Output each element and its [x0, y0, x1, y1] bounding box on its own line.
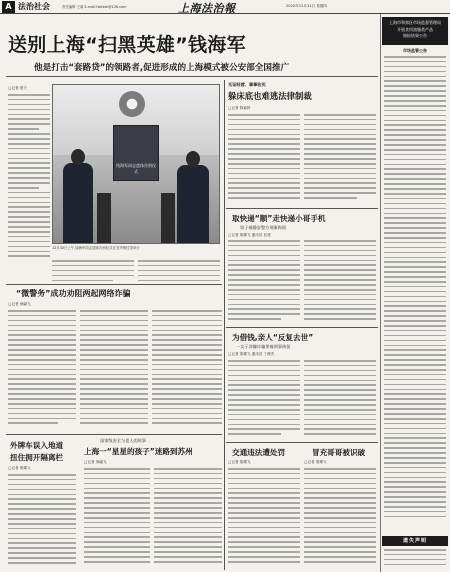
article-kicker: 无证经营、事事收买	[228, 82, 266, 87]
section-name: 法治社会	[18, 2, 50, 11]
article-byline: □记者 胡蝶飞	[8, 466, 31, 470]
article-byline: □记者 胡蝶飞	[228, 460, 251, 464]
article-shenshan-col2	[154, 468, 222, 570]
article-outsider-headline-1: 外牌车误入地道	[10, 441, 64, 450]
sidebar-heading: 市场监管公告	[403, 48, 427, 53]
article-borrow-col2	[304, 360, 376, 440]
sidebar-notices-body	[384, 56, 446, 532]
sidebar-banner: 上海市和郊区市场监督管理局 开展食用油脂类产品 抽检结果公告	[382, 17, 448, 45]
divider	[6, 284, 222, 285]
article-byline: □记者 胡蝶飞 通讯员 杜建	[228, 233, 271, 237]
article-wechat-col3	[152, 310, 222, 432]
divider	[6, 76, 378, 77]
lost-notice-body	[384, 549, 446, 570]
article-impersonate-body	[304, 468, 376, 570]
article-pinduoduo-header	[228, 82, 378, 102]
memorial-photo	[52, 84, 220, 244]
photo-screen-text: 钱海军同志遗体告别仪式	[116, 163, 156, 174]
article-byline: □记者 陈颖婷	[228, 106, 251, 110]
article-courier-subhead: 男子被静安警方刑事拘留	[240, 225, 287, 230]
divider	[224, 80, 225, 570]
article-wechat-col1	[8, 310, 76, 432]
issue-date: 2020年12月31日 星期四	[286, 4, 327, 8]
newspaper-logo: 上海法治報	[178, 2, 236, 15]
lead-body-col1	[8, 94, 50, 266]
divider	[6, 434, 222, 435]
article-shenshan-kicker: 国家级安全与老人的故事	[100, 438, 147, 443]
police-emblem-icon	[119, 91, 145, 117]
article-borrow-subhead: 一女子涉嫌诈骗罪被刑事拘留	[236, 344, 291, 349]
article-byline: □记者 胡蝶飞 通讯员 丁俊杰	[228, 352, 275, 356]
article-wechat-col2	[80, 310, 148, 432]
divider	[226, 442, 378, 443]
article-headline: 躲床底也难逃法律制裁	[228, 91, 312, 101]
article-courier-headline: 取快递“顺”走快递小哥手机	[232, 214, 326, 223]
lead-byline: □记者 夏天	[8, 86, 27, 90]
article-outsider-headline-2: 扭住拥开隔离栏	[10, 453, 64, 462]
photo-caption: 12月30日上午,钱海军同志遗体告别仪式在龙华殡仪馆举行	[52, 246, 140, 250]
article-byline: □记者 徐翩飞	[8, 302, 31, 306]
article-traffic-body	[228, 468, 300, 570]
lead-subheadline: 他是打击“套路贷”的领路者,促进形成的上海模式被公安部全国推广	[34, 63, 290, 73]
article-byline: □记者 徐翩飞	[84, 460, 107, 464]
article-wechat-headline: “微警务”成功劝阻两起网络诈骗	[16, 289, 131, 298]
article-shenshan-col1	[84, 468, 150, 570]
article-courier-col1	[228, 240, 300, 324]
lead-body-col3	[138, 260, 220, 284]
editor-info: 责任编辑 王睿 E-mail:fzbfzsh@126.com	[62, 5, 127, 9]
page-number: A	[2, 1, 15, 13]
article-byline: □记者 胡蝶飞	[304, 460, 327, 464]
masthead	[0, 0, 450, 14]
article-borrow-col1	[228, 360, 300, 440]
divider	[226, 208, 378, 209]
article-shenshan-headline: 上海一“星星的孩子”迷路到苏州	[84, 447, 193, 456]
article-outsider-col1	[8, 474, 76, 570]
article-borrow-headline: 为借钱,亲人“反复去世”	[232, 333, 314, 342]
divider	[226, 327, 378, 328]
article-pinduoduo-col1	[228, 114, 300, 206]
article-courier-col2	[304, 240, 376, 324]
lead-body-col2	[52, 260, 134, 284]
lead-headline: 送别上海“扫黑英雄”钱海军	[8, 34, 246, 56]
article-impersonate-headline: 冒充哥哥被识破	[312, 448, 366, 457]
article-traffic-headline: 交通违法遭处罚	[232, 448, 286, 457]
lost-notice-banner: 遗失声明	[382, 536, 448, 546]
article-pinduoduo-col2	[304, 114, 376, 206]
